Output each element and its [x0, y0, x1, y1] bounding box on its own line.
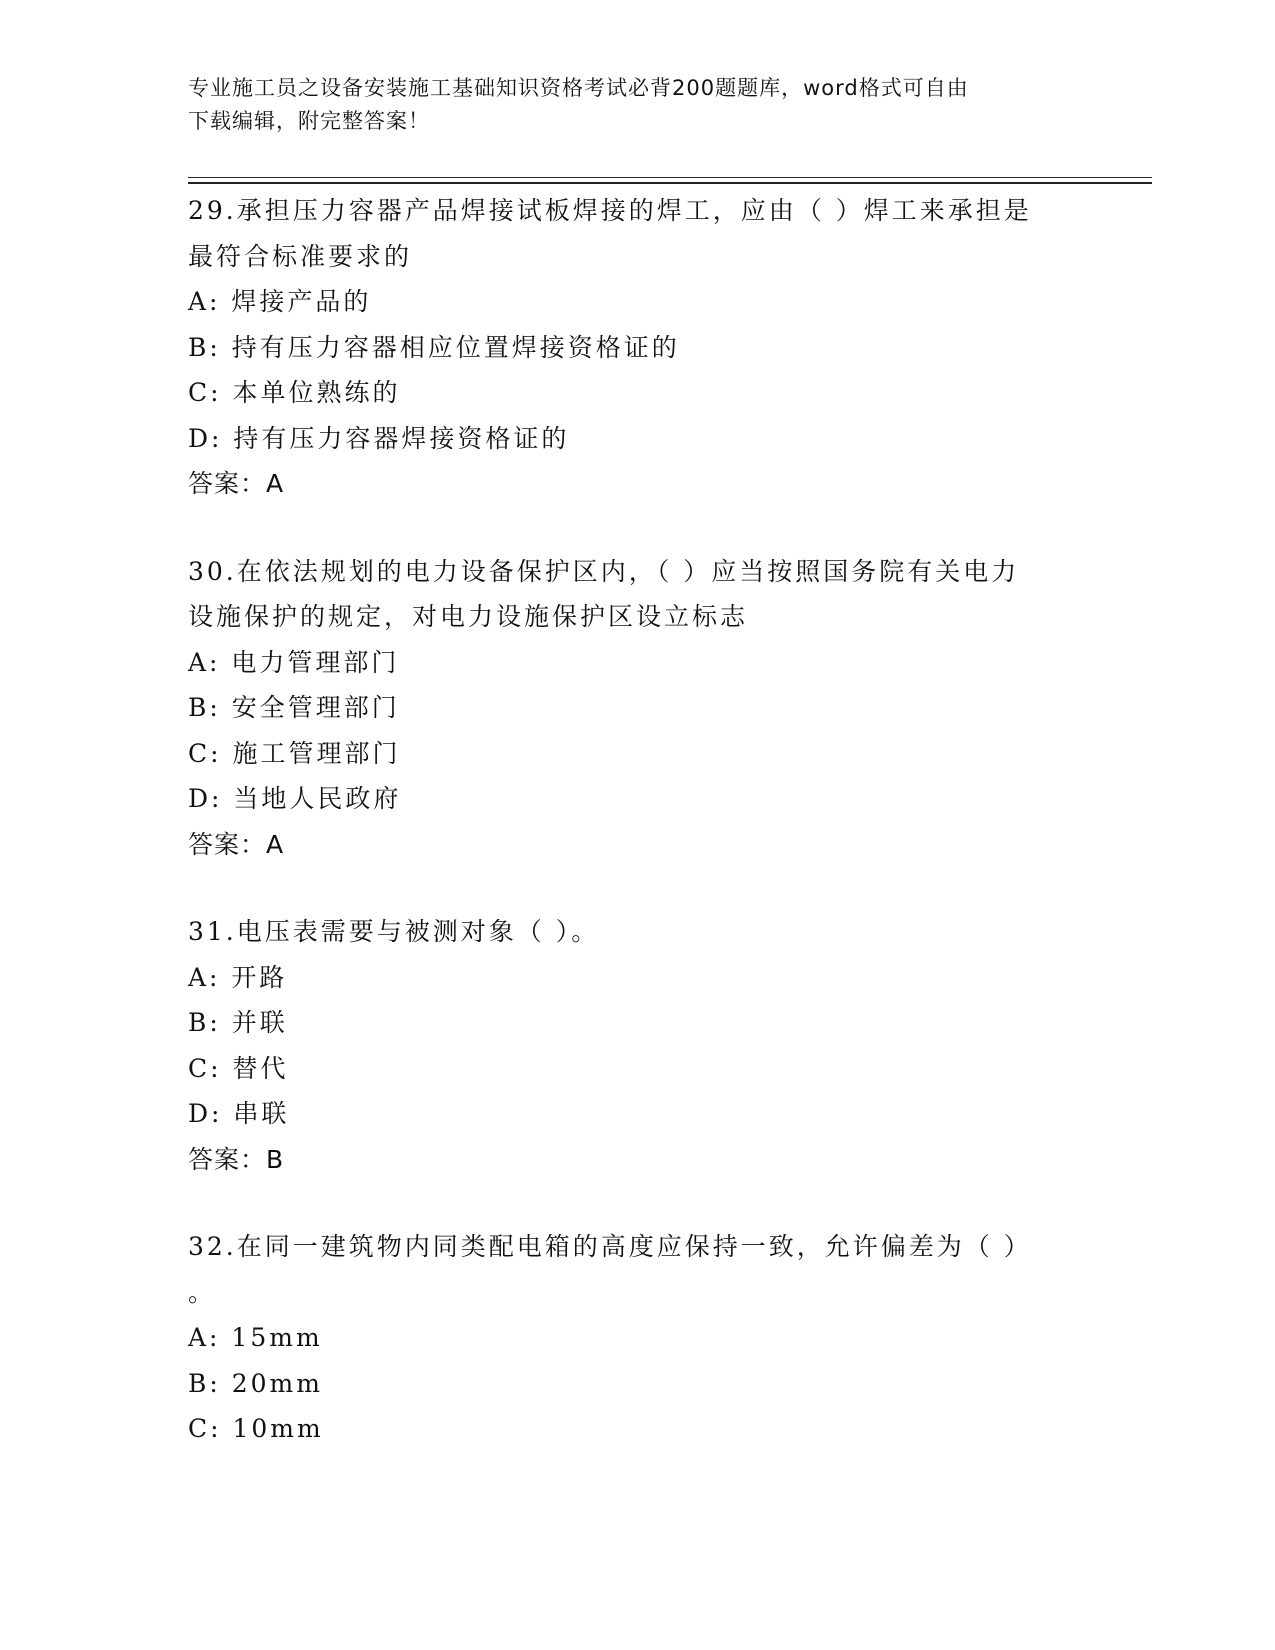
document-header	[188, 72, 1068, 138]
option-c: C: 本单位熟练的	[188, 378, 401, 407]
question-stem: 设施保护的规定，对电力设施保护区设立标志	[188, 602, 749, 631]
option-d: D: 持有压力容器焊接资格证的	[188, 423, 570, 453]
question-31	[188, 909, 1088, 1182]
question-32	[188, 1224, 1088, 1452]
answer: 答案：A	[188, 469, 285, 498]
header-line-2: 下载编辑，附完整答案！	[188, 109, 430, 133]
header-divider-thin	[188, 177, 1152, 178]
answer: 答案：A	[188, 829, 285, 859]
question-stem: 31.电压表需要与被测对象（ ）。	[188, 917, 600, 946]
header-line-1: 专业施工员之设备安装施工基础知识资格考试必背200题题库，word格式可自由	[188, 76, 969, 100]
option-a: A: 焊接产品的	[188, 287, 372, 316]
question-stem: 32.在同一建筑物内同类配电箱的高度应保持一致，允许偏差为（ ）	[188, 1232, 1032, 1261]
option-d: D: 当地人民政府	[188, 784, 402, 813]
option-a: A: 15mm	[188, 1323, 323, 1352]
option-b: B: 20mm	[188, 1368, 323, 1398]
option-b: B: 持有压力容器相应位置焊接资格证的	[188, 332, 680, 362]
question-stem: 最符合标准要求的	[188, 241, 413, 271]
option-b: B: 安全管理部门	[188, 693, 400, 722]
question-30	[188, 549, 1088, 868]
option-a: A: 开路	[188, 962, 288, 992]
option-a: A: 电力管理部门	[188, 647, 400, 677]
question-stem: 29.承担压力容器产品焊接试板焊接的焊工，应由（ ）焊工来承担是	[188, 196, 1032, 225]
option-c: C: 施工管理部门	[188, 738, 401, 768]
question-stem: 。	[188, 1277, 217, 1307]
option-c: C: 10mm	[188, 1414, 324, 1443]
option-c: C: 替代	[188, 1053, 289, 1083]
header-divider-thick	[188, 182, 1152, 184]
option-d: D: 串联	[188, 1099, 290, 1128]
answer: 答案：B	[188, 1144, 285, 1174]
question-stem: 30.在依法规划的电力设备保护区内，（ ）应当按照国务院有关电力	[188, 556, 1020, 586]
question-29	[188, 188, 1088, 507]
question-list	[188, 188, 1088, 1494]
option-b: B: 并联	[188, 1008, 288, 1037]
